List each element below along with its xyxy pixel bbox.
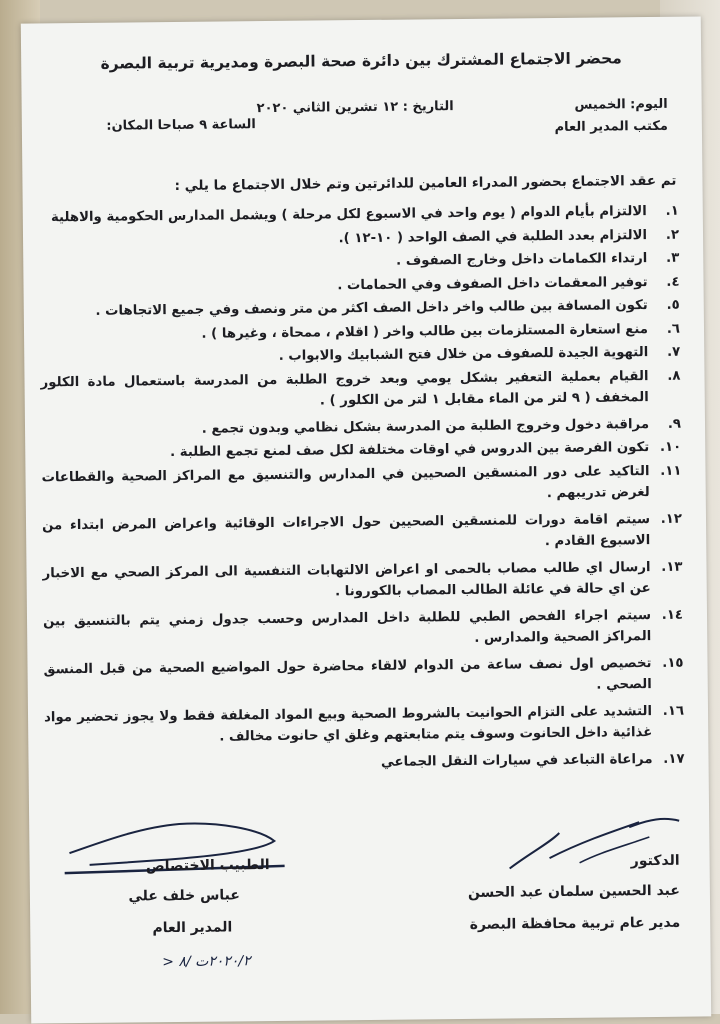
item-number: ٣. <box>666 250 680 266</box>
item-number: ٧. <box>666 344 681 360</box>
signatory-right-title: الدكتور <box>630 852 680 870</box>
item-number: ١٠. <box>659 439 682 455</box>
item-text: التهوية الجيدة للصفوف من خلال فتح الشبابيك والابواب . <box>278 345 649 364</box>
item-text: القيام بعملية التعفير بشكل يومي وبعد خروج الطلبة من المدرسة باستعمال مادة الكلور المخفف ( ٩ لتر من الماء مقابل ١ لتر من الكلور ) . <box>40 368 649 408</box>
list-item <box>44 748 684 776</box>
document-page <box>21 16 711 1023</box>
item-text: مراقبة دخول وخروج الطلبة من المدرسة بشكل نظامي وبدون تجمع . <box>201 416 650 437</box>
item-number: ٨. <box>667 368 681 384</box>
item-number: ٤. <box>666 274 680 290</box>
item-text: التاكيد على دور المنسقين الصحيين في المدارس والتنسيق مع المراكز الصحية والقطاعات لغرض تدريبهم . <box>41 463 650 501</box>
item-text: تخصيص اول نصف ساعة من الدوام لالقاء محاضرة حول المواضيع الصحية من قبل المنسق الصحي . <box>43 655 652 693</box>
item-text: ارتداء الكمامات داخل وخارج الصفوف . <box>396 251 648 269</box>
list-item <box>43 604 683 653</box>
item-number: ١٦. <box>662 703 685 719</box>
item-number: ٦. <box>666 321 681 337</box>
item-number: ٢. <box>665 227 680 243</box>
handwritten-date: ٢٠٢٠/٢ت /٨ < <box>162 953 251 971</box>
signatory-right-name: عبد الحسين سلمان عبد الحسن <box>467 882 680 901</box>
item-text: ارسال اي طالب مصاب بالحمى او اعراض الالتهابات التنفسية الى المركز الصحي مع الاخبار عن اي حالة في عائلة الطالب المصاب بالكورونا . <box>42 559 651 599</box>
item-number: ١٣. <box>661 559 683 575</box>
list-item <box>42 508 682 557</box>
signatory-left-name: عباس خلف علي <box>128 887 241 905</box>
meeting-date: التاريخ : ١٢ تشرين الثاني ٢٠٢٠ <box>256 99 454 117</box>
item-text: سيتم اجراء الفحص الطبي للطلبة داخل المدارس وحسب جدول زمني يتم بالتنسيق بين المراكز الصحية والمدارس . <box>42 607 652 646</box>
item-number: ١. <box>665 203 679 219</box>
item-text: الالتزام بعدد الطلبة في الصف الواحد ( ١٠-١٢ ). <box>338 227 648 246</box>
item-text: تكون الفرصة بين الدروس في اوقات مختلفة لكل صف لمنع تجمع الطلبة . <box>169 440 650 461</box>
list-item <box>43 652 683 701</box>
item-text: التشديد على التزام الحوانيت بالشروط الصحية وبيع المواد المغلفة فقط ولا يجوز تحضير مواد غذائية داخل الحانوت وسوف يتم متابعتهم وغلق اي حانوت مخالف . <box>43 703 653 745</box>
decisions-list <box>39 201 685 779</box>
document-title: محضر الاجتماع المشترك بين دائرة صحة البصرة ومديرية تربية البصرة <box>100 49 622 73</box>
item-text: مراعاة التباعد في سيارات النقل الجماعي <box>380 751 653 770</box>
item-number: ١٢. <box>660 511 683 527</box>
list-item <box>41 460 681 509</box>
signatory-left-position: المدير العام <box>152 919 233 937</box>
item-number: ١٤. <box>661 607 684 623</box>
item-text: الالتزام بأيام الدوام ( يوم واحد في الاسبوع لكل مرحلة ) ويشمل المدارس الحكومية والاهلية <box>50 204 647 226</box>
item-number: ١٧. <box>663 751 685 767</box>
signatory-left-title: الطبيب الاختصاص <box>145 857 270 875</box>
item-number: ١١. <box>660 463 682 479</box>
item-text: توفير المعقمات داخل الصفوف وفي الحمامات . <box>337 274 648 293</box>
item-text: منع استعارة المستلزمات بين طالب واخر ( اقلام ، ممحاة ، وغيرها ) . <box>201 321 649 342</box>
item-number: ٥. <box>666 297 680 313</box>
signature-right-icon <box>489 807 690 884</box>
item-text: سيتم اقامة دورات للمنسقين الصحيين حول الاجراءات الوقائية واعراض المرض ابتداء من الاسبوع القادم . <box>41 511 651 549</box>
meeting-place: مكتب المدير العام <box>554 118 668 136</box>
meeting-intro: تم عقد الاجتماع بحضور المدراء العامين للدائرتين وتم خلال الاجتماع ما يلي : <box>174 172 677 194</box>
item-text: تكون المسافة بين طالب واخر داخل الصف اكثر من متر ونصف وفي جميع الاتجاهات . <box>95 298 648 319</box>
meeting-day: اليوم: الخميس <box>574 96 668 113</box>
item-number: ٩. <box>667 416 682 432</box>
list-item <box>44 700 684 749</box>
list-item <box>40 365 680 414</box>
list-item <box>42 556 682 605</box>
item-number: ١٥. <box>662 655 684 671</box>
signatory-right-position: مدير عام تربية محافظة البصرة <box>469 914 681 933</box>
meeting-time: الساعة ٩ صباحا المكان: <box>106 117 256 134</box>
